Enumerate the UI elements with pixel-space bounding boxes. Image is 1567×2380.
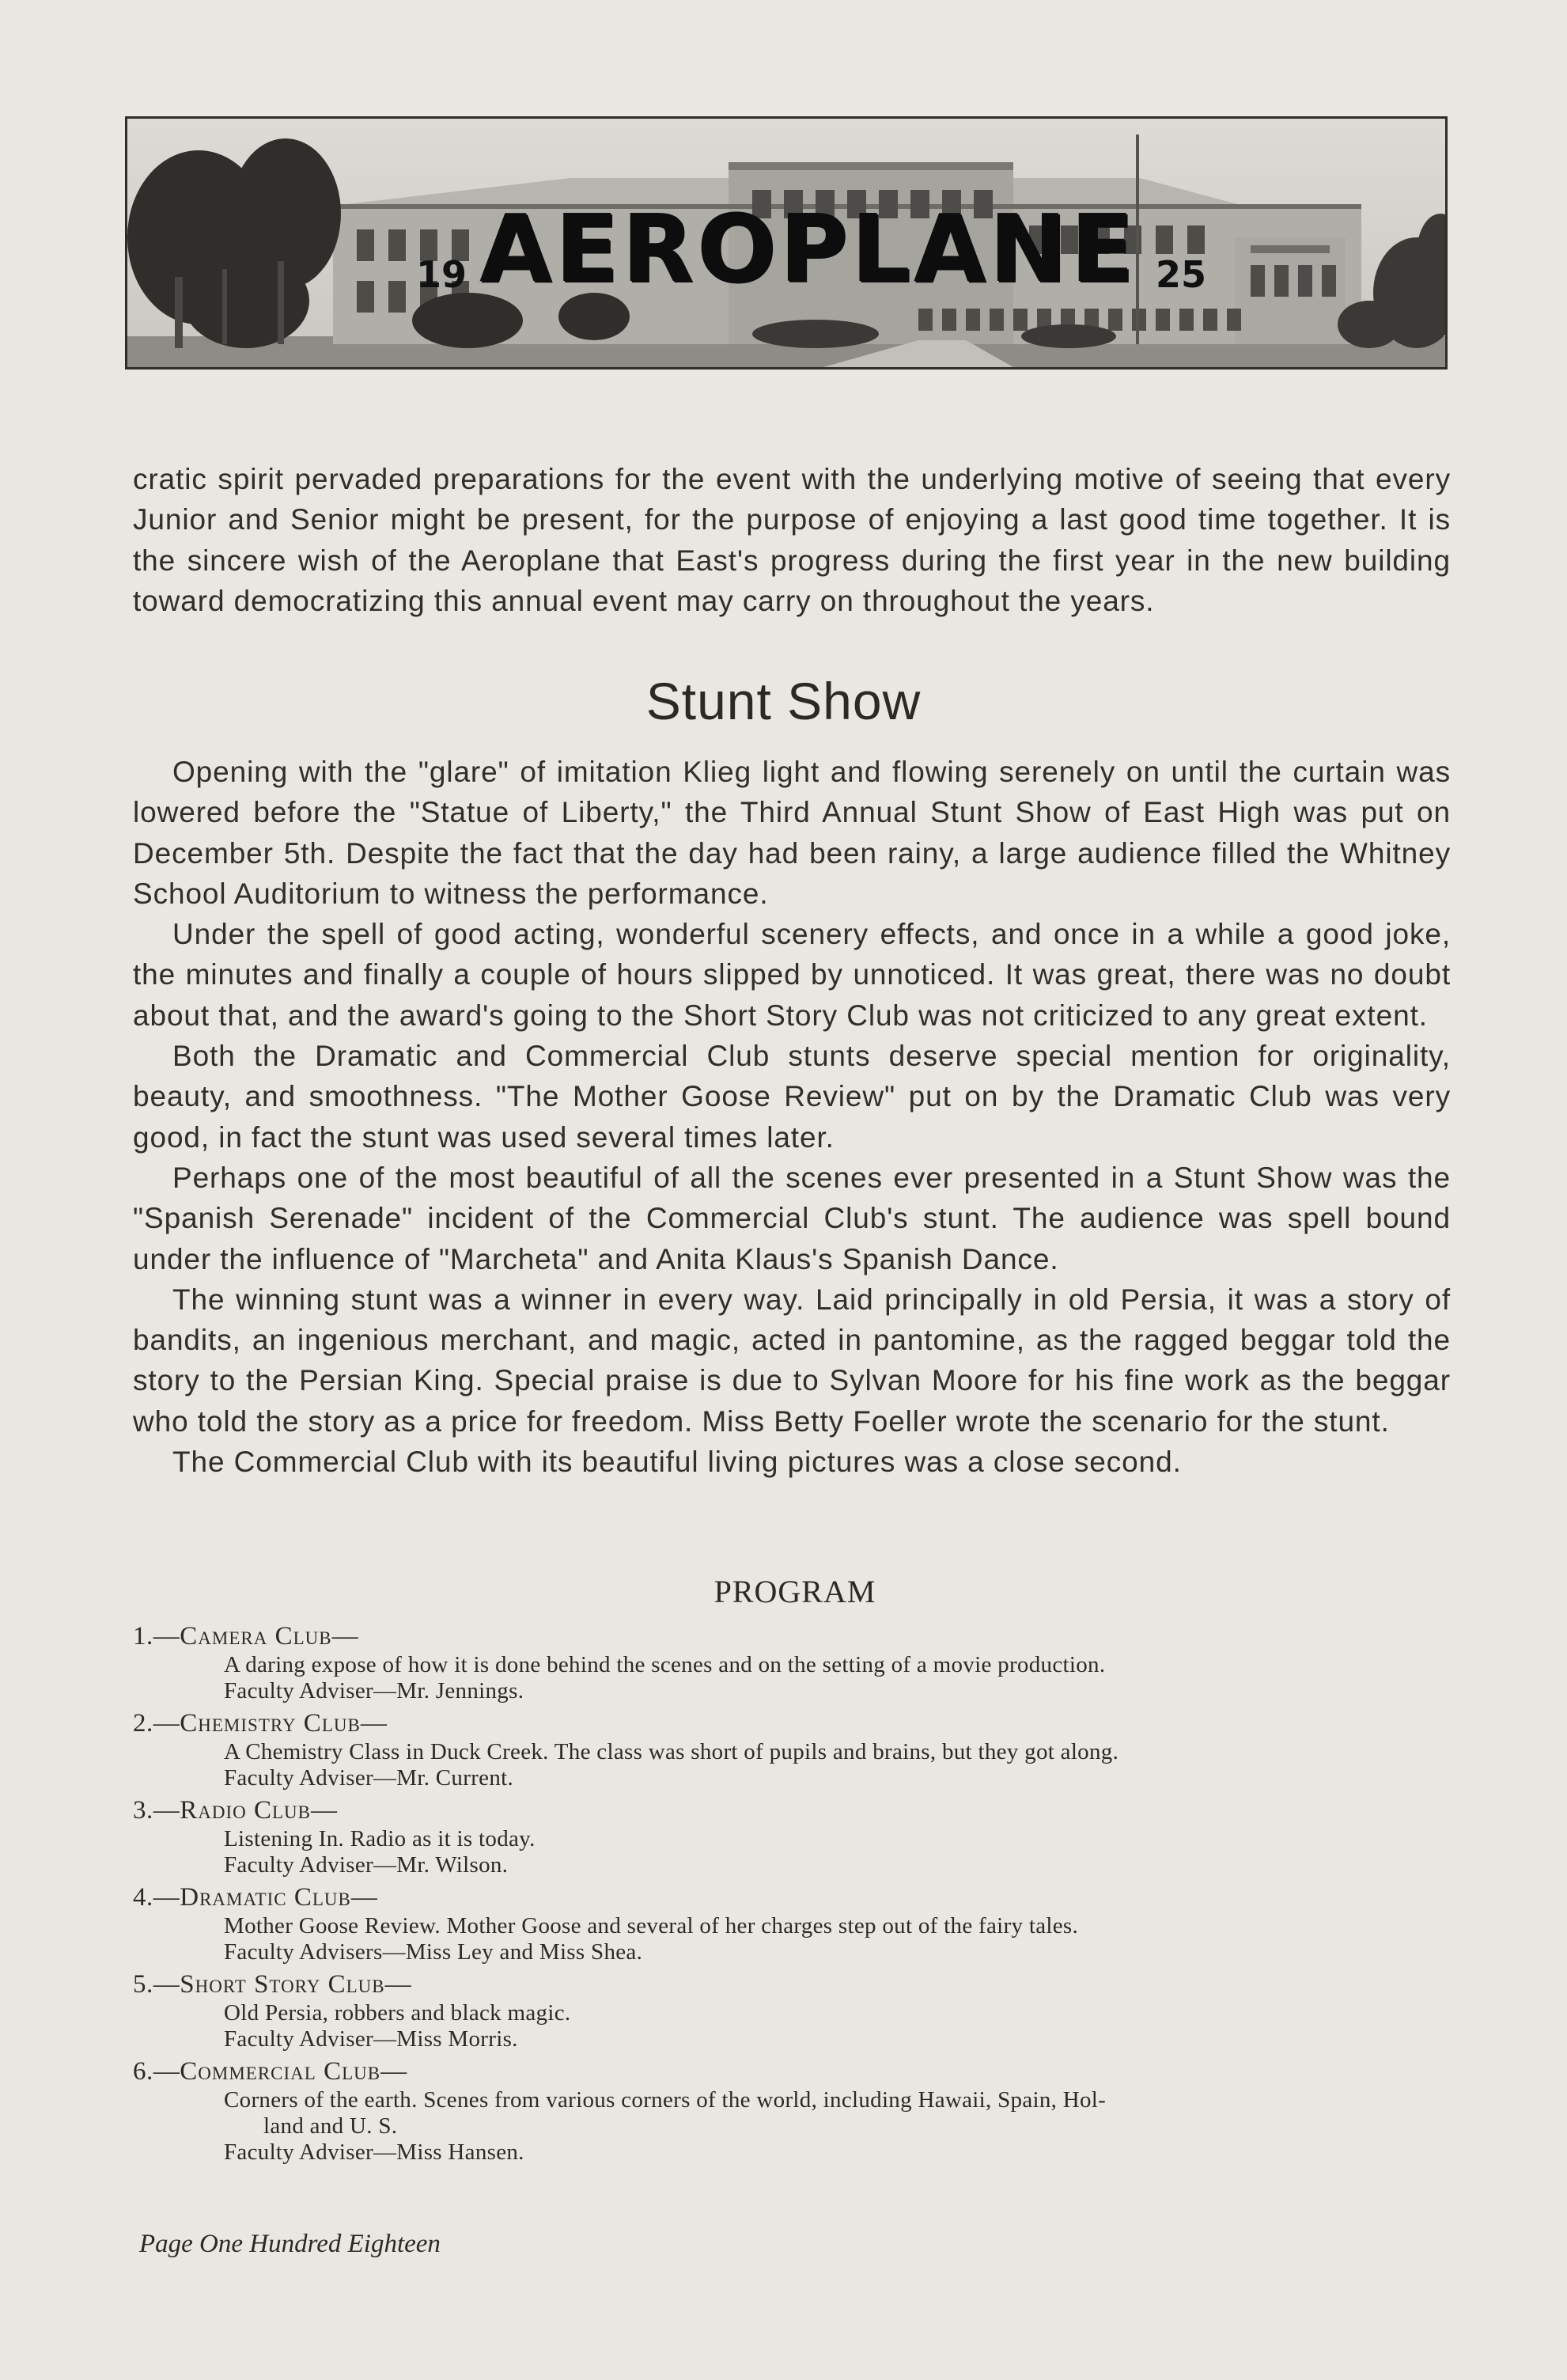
program-item-club: Dramatic Club— (180, 1883, 378, 1912)
program-item-adviser: Faculty Adviser—Miss Morris. (224, 2026, 518, 2052)
masthead-title-word: AEROPLANE (479, 194, 1137, 303)
program-title: PROGRAM (713, 1574, 876, 1609)
article-paragraph: The Commercial Club with its beautiful living pictures was a close second. (172, 1446, 1182, 1479)
program-item-heading (133, 1620, 1462, 1652)
program-item-number: 3.— (133, 1796, 180, 1825)
masthead-year-right: 25 (1156, 253, 1207, 296)
program-item-adviser: Faculty Adviser—Miss Hansen. (224, 2139, 524, 2165)
program-item-description: Old Persia, robbers and black magic. (224, 2000, 571, 2026)
program-item-adviser: Faculty Adviser—Mr. Current. (224, 1765, 514, 1791)
program-item-adviser: Faculty Adviser—Mr. Wilson. (224, 1852, 509, 1878)
program-list (133, 1620, 1462, 2169)
program-item-adviser: Faculty Advisers—Miss Ley and Miss Shea. (224, 1939, 643, 1965)
program-item-club: Commercial Club— (180, 2057, 408, 2086)
program-item-club: Radio Club— (180, 1796, 339, 1825)
section-title: Stunt Show (645, 672, 922, 730)
article-paragraph: Both the Dramatic and Commercial Club stunts deserve special mention for originality, beauty, and smoothness. "The Mother Goose Review" put on by the Dramatic Club was very good, in fact the stunt was used several times later. (133, 1040, 1451, 1154)
program-item-number: 4.— (133, 1883, 180, 1912)
program-item (133, 1707, 1462, 1791)
program-item-description-line: Corners of the earth. Scenes from various corners of the world, including Hawaii, Spain, Hol- (224, 2087, 1107, 2113)
program-item-club: Short Story Club— (180, 1970, 412, 1999)
school-building-illustration (127, 119, 1445, 367)
article-paragraph: The winning stunt was a winner in every way. Laid principally in old Persia, it was a story of bandits, an ingenious merchant, and magic, acted in pantomine, as the ragged beggar told the story to the Persian King. Special praise is due to Sylvan Moore for his fine work as the beggar who told the story as a price for freedom. Miss Betty Foeller wrote the scenario for the stunt. (133, 1283, 1451, 1438)
program-item (133, 1620, 1462, 1704)
program-item-heading (133, 1794, 1462, 1826)
program-item-description-continued: land and U. S. (263, 2113, 398, 2139)
program-item-description (133, 2087, 1462, 2139)
intro-paragraph: cratic spirit pervaded preparations for the event with the underlying motive of seeing that every Junior and Senior might be present, for the purpose of enjoying a last good time together. It is the sincere wish of the Aeroplane that East's progress during the first year in the new building toward democratizing this annual event may carry on throughout the years. (133, 463, 1451, 617)
program-item-description: A daring expose of how it is done behind the scenes and on the setting of a movie production. (224, 1652, 1106, 1677)
program-item-heading (133, 1707, 1462, 1739)
program-item-heading (133, 2056, 1462, 2087)
program-item-description: Listening In. Radio as it is today. (224, 1826, 536, 1851)
program-item-club: Camera Club— (180, 1622, 359, 1650)
program-item-heading (133, 1969, 1462, 2000)
program-item (133, 1969, 1462, 2052)
masthead-banner (125, 116, 1448, 370)
program-item-adviser: Faculty Adviser—Mr. Jennings. (224, 1678, 524, 1704)
program-item-heading (133, 1882, 1462, 1913)
masthead-year-left: 19 (416, 253, 467, 296)
program-item (133, 1882, 1462, 1965)
program-item-club: Chemistry Club— (180, 1709, 388, 1738)
article-paragraph: Opening with the "glare" of imitation Klieg light and flowing serenely on until the curtain was lowered before the "Statue of Liberty," the Third Annual Stunt Show of East High was put on December 5th. Despite the fact that the day had been rainy, a large audience filled the Whitney School Auditorium to witness the performance. (133, 756, 1451, 910)
program-item-number: 2.— (133, 1709, 180, 1738)
stunt-show-article (133, 752, 1451, 1482)
program-item-number: 1.— (133, 1622, 180, 1650)
program-item (133, 1794, 1462, 1878)
program-item-number: 6.— (133, 2057, 180, 2086)
program-item-description: A Chemistry Class in Duck Creek. The class was short of pupils and brains, but they got along. (224, 1739, 1119, 1764)
page-number-footer: Page One Hundred Eighteen (139, 2230, 441, 2258)
article-paragraph: Under the spell of good acting, wonderful scenery effects, and once in a while a good joke, the minutes and finally a couple of hours slipped by unnoticed. It was great, there was no doubt about that, and the award's going to the Short Story Club was not criticized to any great extent. (133, 918, 1451, 1032)
program-item-number: 5.— (133, 1970, 180, 1999)
program-item (133, 2056, 1462, 2166)
program-item-description: Mother Goose Review. Mother Goose and several of her charges step out of the fairy tales. (224, 1913, 1079, 1938)
article-paragraph: Perhaps one of the most beautiful of all the scenes ever presented in a Stunt Show was the "Spanish Serenade" incident of the Commercial Club's stunt. The audience was spell bound under the influence of "Marcheta" and Anita Klaus's Spanish Dance. (133, 1161, 1451, 1275)
